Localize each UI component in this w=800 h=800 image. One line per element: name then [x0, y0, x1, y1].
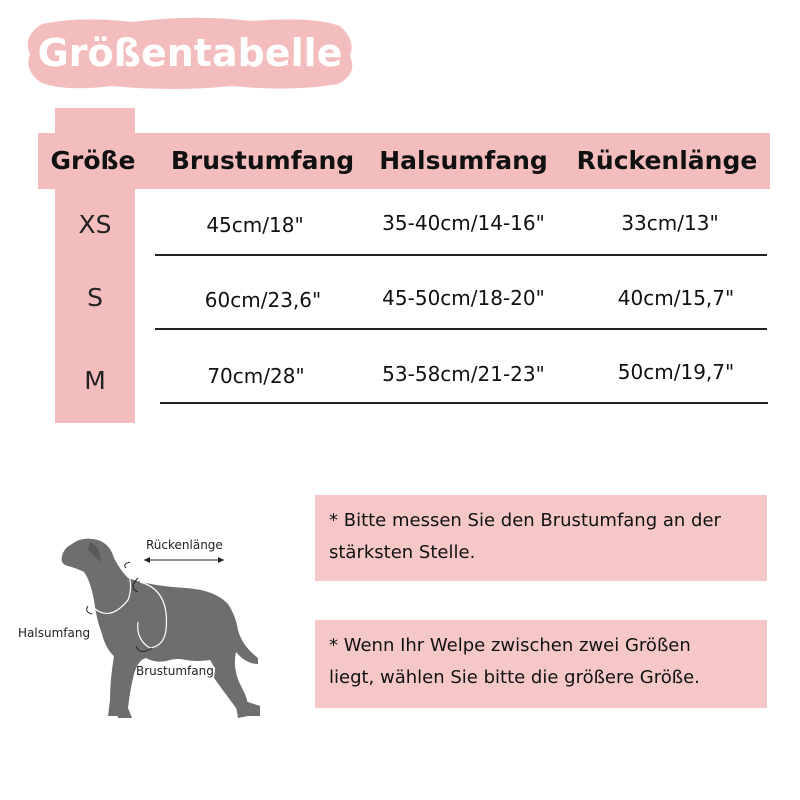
- header-size: Größe: [50, 146, 136, 175]
- size-s: S: [87, 283, 103, 312]
- header-rueckenlaenge: Rückenlänge: [576, 146, 758, 175]
- cell-xs-ruecken: 33cm/13": [621, 211, 719, 235]
- note-line: liegt, wählen Sie bitte die größere Größe.: [329, 667, 700, 688]
- note-line: stärksten Stelle.: [329, 542, 476, 563]
- cell-s-hals: 45-50cm/18-20": [382, 286, 545, 310]
- page-title: Größentabelle: [37, 31, 343, 75]
- row-divider: [160, 402, 768, 404]
- note-chest-measure: [315, 495, 767, 581]
- header-halsumfang: Halsumfang: [379, 146, 548, 175]
- row-divider: [155, 254, 767, 256]
- cell-xs-hals: 35-40cm/14-16": [382, 211, 545, 235]
- label-halsumfang: Halsumfang: [18, 626, 91, 640]
- size-xs: XS: [78, 210, 112, 239]
- label-rueckenlaenge: Rückenlänge: [146, 538, 223, 552]
- cell-s-brust: 60cm/23,6": [204, 288, 322, 312]
- title-badge: [22, 14, 358, 92]
- header-brustumfang: Brustumfang: [170, 146, 355, 175]
- note-line: * Bitte messen Sie den Brustumfang an der: [329, 510, 721, 531]
- row-divider: [155, 328, 767, 330]
- note-size-choice: [315, 620, 767, 708]
- cell-m-hals: 53-58cm/21-23": [382, 362, 545, 386]
- size-m: M: [84, 366, 106, 395]
- cell-s-ruecken: 40cm/15,7": [617, 286, 735, 310]
- cell-m-ruecken: 50cm/19,7": [617, 360, 735, 384]
- label-brustumfang: Brustumfang: [136, 664, 214, 678]
- cell-xs-brust: 45cm/18": [206, 213, 304, 237]
- cell-m-brust: 70cm/28": [207, 364, 305, 388]
- note-line: * Wenn Ihr Welpe zwischen zwei Größen: [329, 635, 691, 656]
